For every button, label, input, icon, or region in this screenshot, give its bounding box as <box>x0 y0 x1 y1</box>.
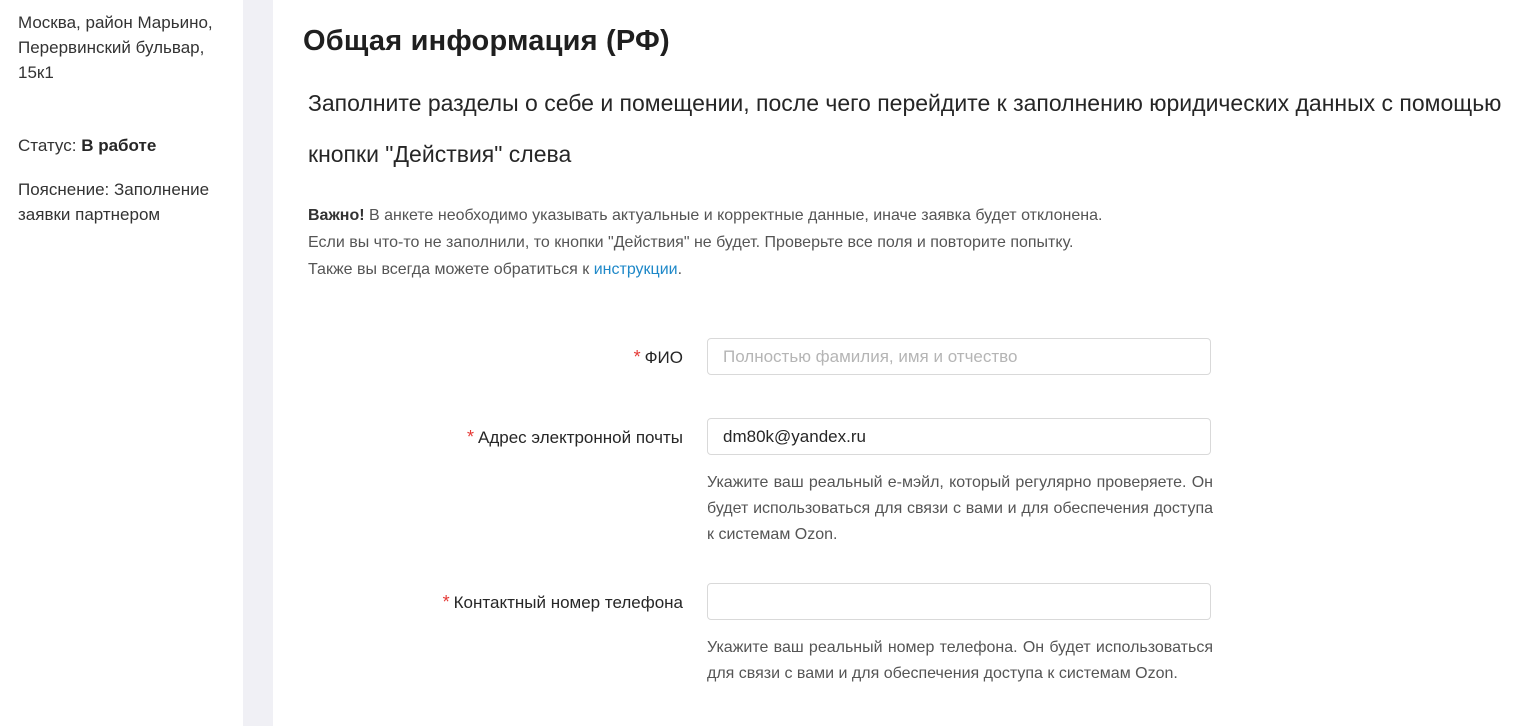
sidebar-note: Пояснение: Заполнение заявки партнером <box>18 180 210 224</box>
instructions-link[interactable]: инструкции <box>593 261 678 278</box>
sidebar-address: Москва, район Марьино, Перервинский бульвар, 15к1 <box>18 13 213 82</box>
fio-input[interactable] <box>707 338 1211 375</box>
important-text-1: В анкете необходимо указывать актуальные и корректные данные, иначе заявка будет отклонена. <box>364 207 1103 224</box>
required-mark: * <box>442 592 450 612</box>
email-hint: Укажите ваш реальный е-мэйл, который регулярно проверяете. Он будет использоваться для связи с вами и для обеспечения доступа к системам Ozon. <box>707 474 1213 543</box>
email-label <box>467 427 683 448</box>
important-line-3 <box>308 256 1308 283</box>
important-text-3-end: . <box>677 261 683 278</box>
sidebar-status <box>18 133 156 158</box>
important-bold: Важно! <box>308 207 365 224</box>
important-line-2: Если вы что-то не заполнили, то кнопки "Действия" не будет. Проверьте все поля и повторите попытку. <box>308 234 1074 251</box>
phone-label <box>443 592 683 613</box>
main-content <box>273 0 1527 726</box>
required-mark: * <box>466 427 474 447</box>
fio-label <box>634 347 683 368</box>
important-text-3: Также вы всегда можете обратиться к <box>308 261 594 278</box>
phone-label-text: Контактный номер телефона <box>453 593 683 612</box>
email-input[interactable] <box>707 418 1211 455</box>
page-title: Общая информация (РФ) <box>303 25 670 57</box>
phone-input[interactable] <box>707 583 1211 620</box>
sidebar <box>0 0 243 726</box>
status-value: В работе <box>81 136 157 155</box>
email-label-text: Адрес электронной почты <box>478 428 683 447</box>
sidebar-divider <box>243 0 273 726</box>
status-label: Статус: <box>18 136 77 155</box>
important-line-1 <box>308 202 1308 229</box>
fio-label-text: ФИО <box>644 348 683 367</box>
phone-hint: Укажите ваш реальный номер телефона. Он будет использоваться для связи с вами и для обеспечения доступа к системам Ozon. <box>707 639 1213 682</box>
intro-text: Заполните разделы о себе и помещении, после чего перейдите к заполнению юридических данных с помощью кнопки "Действия" слева <box>308 90 1502 167</box>
required-mark: * <box>633 347 641 367</box>
important-notice <box>308 202 1308 283</box>
